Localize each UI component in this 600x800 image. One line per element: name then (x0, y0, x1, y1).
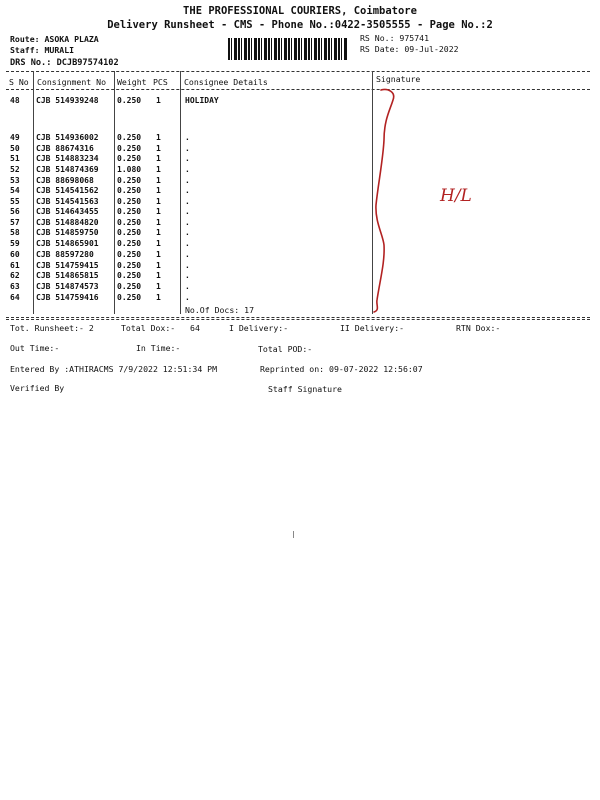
col-header-sno: S No (9, 77, 29, 87)
row-details: . (185, 250, 190, 259)
row-pcs: 1 (156, 154, 161, 163)
rtn-dox: RTN Dox:- (456, 323, 501, 333)
row-pcs: 1 (156, 133, 161, 142)
row-weight: 0.250 (117, 207, 142, 216)
row-sno: 58 (10, 228, 20, 237)
row-details: . (185, 197, 190, 206)
row-consignment: CJB 514936002 (36, 133, 99, 142)
row-details: . (185, 165, 190, 174)
row-consignment: CJB 88698068 (36, 176, 94, 185)
row-pcs: 1 (156, 165, 161, 174)
row-details: . (185, 144, 190, 153)
col-header-signature: Signature (376, 74, 421, 84)
rs-number: RS No.: 975741 (360, 33, 430, 43)
row-sno: 50 (10, 144, 20, 153)
row-pcs: 1 (156, 176, 161, 185)
col-header-weight: Weight (117, 77, 147, 87)
row-sno: 54 (10, 186, 20, 195)
row-pcs: 1 (156, 218, 161, 227)
row-weight: 0.250 (117, 144, 142, 153)
row-consignment: CJB 514939248 (36, 96, 99, 105)
handwritten-note: H/L (440, 186, 472, 206)
row-details: . (185, 239, 190, 248)
row-weight: 0.250 (117, 218, 142, 227)
row-weight: 0.250 (117, 282, 142, 291)
row-pcs: 1 (156, 261, 161, 270)
row-consignment: CJB 514541562 (36, 186, 99, 195)
row-sno: 61 (10, 261, 20, 270)
row-sno: 48 (10, 96, 20, 105)
scan-speck (293, 531, 294, 538)
row-details: . (185, 228, 190, 237)
total-pod: Total POD:- (258, 344, 313, 354)
col-header-details: Consignee Details (184, 77, 268, 87)
row-weight: 0.250 (117, 176, 142, 185)
tot-runsheet: Tot. Runsheet:- 2 (10, 323, 94, 333)
i-delivery: I Delivery:- (229, 323, 289, 333)
row-sno: 63 (10, 282, 20, 291)
row-weight: 0.250 (117, 186, 142, 195)
row-pcs: 1 (156, 144, 161, 153)
row-consignment: CJB 514883234 (36, 154, 99, 163)
verified-by: Verified By (10, 383, 65, 393)
row-weight: 0.250 (117, 154, 142, 163)
row-consignment: CJB 514865901 (36, 239, 99, 248)
row-sno: 51 (10, 154, 20, 163)
row-weight: 0.250 (117, 250, 142, 259)
row-sno: 53 (10, 176, 20, 185)
row-pcs: 1 (156, 271, 161, 280)
row-sno: 59 (10, 239, 20, 248)
row-details: HOLIDAY (185, 96, 219, 105)
row-pcs: 1 (156, 250, 161, 259)
row-weight: 0.250 (117, 239, 142, 248)
row-weight: 0.250 (117, 271, 142, 280)
row-details: . (185, 218, 190, 227)
row-pcs: 1 (156, 207, 161, 216)
row-sno: 52 (10, 165, 20, 174)
row-weight: 0.250 (117, 228, 142, 237)
col-header-pcs: PCS (153, 77, 168, 87)
row-sno: 64 (10, 293, 20, 302)
row-sno: 62 (10, 271, 20, 280)
row-consignment: CJB 88597280 (36, 250, 94, 259)
reprinted-on: Reprinted on: 09-07-2022 12:56:07 (260, 364, 423, 374)
row-pcs: 1 (156, 186, 161, 195)
row-details: . (185, 261, 190, 270)
row-details: . (185, 133, 190, 142)
row-weight: 0.250 (117, 133, 142, 142)
ii-delivery: II Delivery:- (340, 323, 405, 333)
route-label: Route: ASOKA PLAZA (10, 34, 99, 44)
entered-by: Entered By :ATHIRACMS 7/9/2022 12:51:34 PM (10, 364, 218, 374)
row-details: . (185, 186, 190, 195)
row-weight: 0.250 (117, 293, 142, 302)
company-title: THE PROFESSIONAL COURIERS, Coimbatore (183, 5, 417, 17)
row-details: . (185, 176, 190, 185)
rs-date: RS Date: 09-Jul-2022 (360, 44, 459, 54)
row-sno: 57 (10, 218, 20, 227)
row-consignment: CJB 514859750 (36, 228, 99, 237)
row-consignment: CJB 514759415 (36, 261, 99, 270)
row-pcs: 1 (156, 293, 161, 302)
staff-label: Staff: MURALI (10, 45, 75, 55)
row-sno: 56 (10, 207, 20, 216)
row-pcs: 1 (156, 239, 161, 248)
staff-signature-label: Staff Signature (268, 384, 342, 394)
row-consignment: CJB 514865815 (36, 271, 99, 280)
row-pcs: 1 (156, 96, 161, 105)
col-header-consignment: Consignment No (37, 77, 107, 87)
no-of-docs: No.Of Docs: 17 (185, 305, 255, 315)
row-weight: 0.250 (117, 96, 142, 105)
row-consignment: CJB 514884820 (36, 218, 99, 227)
row-consignment: CJB 88674316 (36, 144, 94, 153)
row-pcs: 1 (156, 228, 161, 237)
row-sno: 49 (10, 133, 20, 142)
drs-number: DRS No.: DCJB97574102 (10, 58, 119, 68)
row-consignment: CJB 514541563 (36, 197, 99, 206)
row-consignment: CJB 514759416 (36, 293, 99, 302)
row-sno: 55 (10, 197, 20, 206)
row-consignment: CJB 514874369 (36, 165, 99, 174)
row-details: . (185, 271, 190, 280)
row-weight: 0.250 (117, 197, 142, 206)
row-pcs: 1 (156, 197, 161, 206)
row-details: . (185, 293, 190, 302)
in-time: In Time:- (136, 343, 181, 353)
row-pcs: 1 (156, 282, 161, 291)
row-details: . (185, 207, 190, 216)
row-consignment: CJB 514874573 (36, 282, 99, 291)
row-weight: 1.080 (117, 165, 142, 174)
runsheet-subtitle: Delivery Runsheet - CMS - Phone No.:0422-3505555 - Page No.:2 (107, 19, 493, 31)
row-weight: 0.250 (117, 261, 142, 270)
total-dox: Total Dox:- 64 (121, 323, 200, 333)
row-details: . (185, 154, 190, 163)
row-details: . (185, 282, 190, 291)
row-sno: 60 (10, 250, 20, 259)
out-time: Out Time:- (10, 343, 60, 353)
row-consignment: CJB 514643455 (36, 207, 99, 216)
